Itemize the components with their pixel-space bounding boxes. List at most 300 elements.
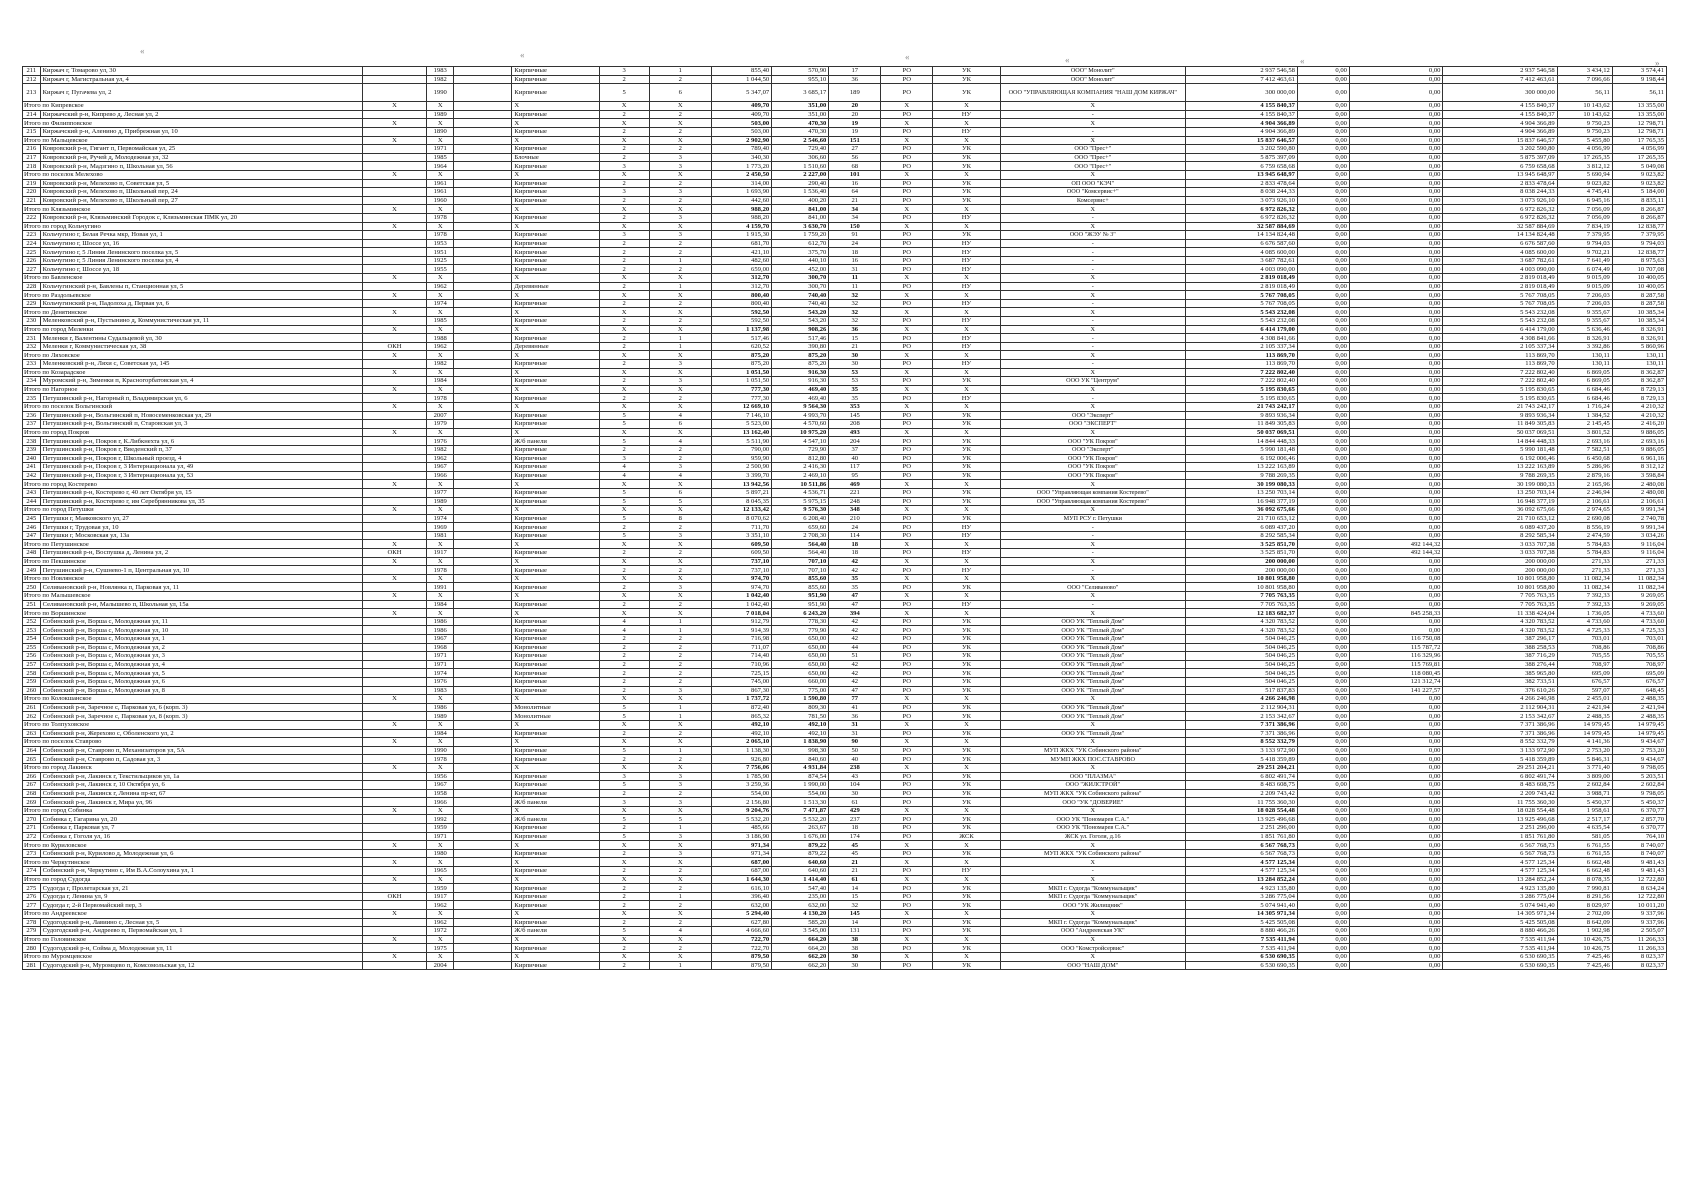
fund-cell: 0,00: [1297, 712, 1349, 721]
entrances-cell: 1: [649, 282, 711, 291]
management-org-cell: -: [1000, 600, 1185, 609]
residents-cell: 17: [829, 67, 881, 76]
address-cell: Кольчугино г, 5 Линия Ленинского поселка ул, 5: [40, 248, 362, 257]
spacer-cell: [454, 763, 512, 772]
fund-cell: 0,00: [1297, 806, 1349, 815]
living-area-cell: 4 536,71: [772, 488, 829, 497]
living-area-cell: 517,46: [772, 334, 829, 343]
address-cell: Петушинский р-н, Покров г, Школьный проезд, 4: [40, 454, 362, 463]
entrances-cell: X: [649, 910, 711, 919]
repair-cost-cell: 10 801 958,80: [1185, 583, 1297, 592]
address-cell: Судогодский р-н, Андреево п, Первомайская ул, 1: [40, 927, 362, 936]
spacer-cell: [454, 910, 512, 919]
fund-cell: 0,00: [1297, 84, 1349, 102]
residents-cell: 21: [829, 196, 881, 205]
fund-method-cell: РО: [881, 901, 933, 910]
total-area-cell: 554,00: [711, 789, 771, 798]
house-type-cell: [362, 652, 426, 661]
repair-cost-cell: 5 195 830,65: [1185, 394, 1297, 403]
table-row: [23, 789, 1667, 798]
address-cell: Петушки г, Московская ул, 13а: [40, 531, 362, 540]
total-area-cell: 875,20: [711, 351, 771, 360]
floors-cell: 2: [599, 360, 649, 369]
material-cell: Монолитные: [512, 712, 599, 721]
house-type-cell: ОКН: [362, 892, 426, 901]
year-cell: 1917: [427, 549, 454, 558]
house-type-cell: X: [362, 205, 426, 214]
budget-cell: 116 329,96: [1349, 652, 1443, 661]
entrances-cell: 2: [649, 677, 711, 686]
material-cell: Кирпичные: [512, 84, 599, 102]
floors-cell: X: [599, 368, 649, 377]
fund-method-cell: РО: [881, 944, 933, 953]
living-area-cell: 2 708,30: [772, 531, 829, 540]
total-area-cell: 5 523,00: [711, 420, 771, 429]
table-row: [23, 669, 1667, 678]
address-cell: Петушинский р-н, Покров г, 3 Интернационала ул, 49: [40, 463, 362, 472]
repair-cost-cell: 14 305 971,34: [1185, 910, 1297, 919]
max-cost-cell: 8 326,91: [1612, 334, 1666, 343]
residents-cell: 117: [829, 463, 881, 472]
house-type-cell: X: [362, 574, 426, 583]
entrances-cell: X: [649, 540, 711, 549]
fund-method-cell: РО: [881, 497, 933, 506]
living-area-cell: 6 208,40: [772, 514, 829, 523]
entrances-cell: 2: [649, 394, 711, 403]
table-row: [23, 884, 1667, 893]
year-cell: 1985: [427, 317, 454, 326]
living-area-cell: 300,70: [772, 282, 829, 291]
fund-method-cell: X: [881, 592, 933, 601]
living-area-cell: 1 536,40: [772, 188, 829, 197]
management-org-cell: ООО УК "Пономарев С.А.": [1000, 815, 1185, 824]
budget-cell: 0,00: [1349, 720, 1443, 729]
repair-cost-cell: 10 801 958,80: [1185, 574, 1297, 583]
year-cell: 1974: [427, 299, 454, 308]
repair-cost-cell: 200 000,00: [1185, 566, 1297, 575]
year-cell: X: [427, 480, 454, 489]
budget-cell: 0,00: [1349, 738, 1443, 747]
living-area-cell: 640,60: [772, 867, 829, 876]
fund-cell: 0,00: [1297, 841, 1349, 850]
total-area-cell: 5 897,21: [711, 488, 771, 497]
fund-method-cell: РО: [881, 248, 933, 257]
address-cell: Кольчугино г, Шоссе ул, 18: [40, 265, 362, 274]
management-method-cell: X: [933, 205, 1001, 214]
fund-cell: 0,00: [1297, 299, 1349, 308]
floors-cell: X: [599, 738, 649, 747]
spacer-cell: [454, 84, 512, 102]
spacer-cell: [454, 806, 512, 815]
subtotal-label: Итого по город Петушки: [23, 506, 363, 515]
year-cell: 1967: [427, 635, 454, 644]
fund-cell: 0,00: [1297, 437, 1349, 446]
floors-cell: X: [599, 540, 649, 549]
material-cell: Кирпичные: [512, 824, 599, 833]
residents-cell: 204: [829, 437, 881, 446]
floors-cell: X: [599, 935, 649, 944]
subtotal-row: [23, 910, 1667, 919]
subtotal-row: [23, 540, 1667, 549]
max-cost-cell: 9 434,67: [1612, 738, 1666, 747]
living-area-cell: 650,00: [772, 652, 829, 661]
entrances-cell: X: [649, 480, 711, 489]
owners-funds-cell: 387 716,29: [1443, 652, 1557, 661]
total-area-cell: 7 146,10: [711, 411, 771, 420]
floors-cell: 5: [599, 531, 649, 540]
row-number-cell: 236: [23, 411, 41, 420]
total-area-cell: 3 259,36: [711, 781, 771, 790]
management-org-cell: МКП г. Судогда "Коммунальщик": [1000, 884, 1185, 893]
fund-cell: 0,00: [1297, 282, 1349, 291]
living-area-cell: 916,30: [772, 377, 829, 386]
total-area-cell: 1 138,30: [711, 746, 771, 755]
max-cost-cell: 8 266,87: [1612, 205, 1666, 214]
floors-cell: X: [599, 557, 649, 566]
year-cell: X: [427, 738, 454, 747]
max-cost-cell: 2 602,84: [1612, 781, 1666, 790]
spacer-cell: [454, 549, 512, 558]
house-type-cell: [362, 445, 426, 454]
spacer-cell: [454, 540, 512, 549]
cost-per-sqm-cell: 56,11: [1557, 84, 1612, 102]
address-cell: Ковровский р-н, Мелехово п, Советская ул, 5: [40, 179, 362, 188]
budget-cell: 115 769,81: [1349, 660, 1443, 669]
material-cell: Кирпичные: [512, 317, 599, 326]
material-cell: X: [512, 385, 599, 394]
management-org-cell: ООО "УК Покров": [1000, 454, 1185, 463]
max-cost-cell: 2 480,08: [1612, 488, 1666, 497]
repair-cost-cell: 7 535 411,94: [1185, 935, 1297, 944]
management-org-cell: ООО УК "Теплый Дом": [1000, 677, 1185, 686]
residents-cell: 21: [829, 858, 881, 867]
floors-cell: 5: [599, 84, 649, 102]
house-type-cell: [362, 463, 426, 472]
cost-per-sqm-cell: 695,09: [1557, 669, 1612, 678]
residents-cell: 20: [829, 110, 881, 119]
living-area-cell: 1 838,90: [772, 738, 829, 747]
management-org-cell: X: [1000, 385, 1185, 394]
table-row: [23, 110, 1667, 119]
living-area-cell: 840,60: [772, 755, 829, 764]
floors-cell: X: [599, 222, 649, 231]
year-cell: 1971: [427, 660, 454, 669]
subtotal-label: Итого по Колокшанское: [23, 695, 363, 704]
material-cell: Кирпичные: [512, 256, 599, 265]
table-row: [23, 514, 1667, 523]
address-cell: Ковровский р-н, Мелехово п, Школьный пер, 27: [40, 196, 362, 205]
management-method-cell: УК: [933, 488, 1001, 497]
year-cell: 1978: [427, 231, 454, 240]
table-row: [23, 282, 1667, 291]
management-method-cell: УК: [933, 798, 1001, 807]
house-type-cell: X: [362, 119, 426, 128]
floors-cell: 2: [599, 256, 649, 265]
entrances-cell: 3: [649, 772, 711, 781]
fund-cell: 0,00: [1297, 153, 1349, 162]
subtotal-label: Итого по Петушинское: [23, 540, 363, 549]
living-area-cell: 4 130,20: [772, 910, 829, 919]
fund-cell: 0,00: [1297, 256, 1349, 265]
living-area-cell: 640,60: [772, 858, 829, 867]
year-cell: X: [427, 952, 454, 961]
year-cell: 1975: [427, 944, 454, 953]
management-org-cell: X: [1000, 858, 1185, 867]
entrances-cell: X: [649, 291, 711, 300]
year-cell: 1976: [427, 677, 454, 686]
row-number-cell: 260: [23, 686, 41, 695]
total-area-cell: 1 737,72: [711, 695, 771, 704]
spacer-cell: [454, 617, 512, 626]
spacer-cell: [454, 213, 512, 222]
max-cost-cell: 4 210,32: [1612, 402, 1666, 411]
fund-method-cell: РО: [881, 179, 933, 188]
owners-funds-cell: 4 923 135,80: [1443, 884, 1557, 893]
repair-cost-cell: 6 192 006,46: [1185, 454, 1297, 463]
fund-method-cell: X: [881, 910, 933, 919]
entrances-cell: 2: [649, 549, 711, 558]
house-type-cell: X: [362, 291, 426, 300]
repair-cost-cell: 5 875 397,09: [1185, 153, 1297, 162]
residents-cell: 43: [829, 772, 881, 781]
fund-method-cell: РО: [881, 849, 933, 858]
residents-cell: 42: [829, 617, 881, 626]
table-row: [23, 712, 1667, 721]
entrances-cell: 1: [649, 746, 711, 755]
year-cell: 1979: [427, 420, 454, 429]
max-cost-cell: 3 598,84: [1612, 471, 1666, 480]
max-cost-cell: 130,11: [1612, 360, 1666, 369]
fund-method-cell: X: [881, 506, 933, 515]
owners-funds-cell: 5 543 232,08: [1443, 308, 1557, 317]
living-area-cell: 470,30: [772, 119, 829, 128]
material-cell: X: [512, 119, 599, 128]
management-method-cell: УК: [933, 514, 1001, 523]
fund-method-cell: РО: [881, 84, 933, 102]
living-area-cell: 5 975,15: [772, 497, 829, 506]
address-cell: Киржач г, Пугачева ул, 2: [40, 84, 362, 102]
budget-cell: 0,00: [1349, 265, 1443, 274]
subtotal-label: Итого по Муромцевское: [23, 952, 363, 961]
residents-cell: 34: [829, 205, 881, 214]
fund-cell: 0,00: [1297, 377, 1349, 386]
fund-cell: 0,00: [1297, 265, 1349, 274]
floors-cell: X: [599, 325, 649, 334]
living-area-cell: 470,30: [772, 127, 829, 136]
table-row: [23, 471, 1667, 480]
floors-cell: 5: [599, 781, 649, 790]
entrances-cell: 5: [649, 497, 711, 506]
fund-method-cell: РО: [881, 239, 933, 248]
repair-cost-cell: 7 535 411,94: [1185, 944, 1297, 953]
entrances-cell: X: [649, 136, 711, 145]
management-org-cell: X: [1000, 910, 1185, 919]
max-cost-cell: 8 287,58: [1612, 299, 1666, 308]
residents-cell: 30: [829, 789, 881, 798]
row-number-cell: 275: [23, 884, 41, 893]
repair-cost-cell: 1 851 761,80: [1185, 832, 1297, 841]
row-number-cell: 239: [23, 445, 41, 454]
owners-funds-cell: 4 155 840,37: [1443, 110, 1557, 119]
max-cost-cell: 2 488,35: [1612, 695, 1666, 704]
owners-funds-cell: 4 308 841,66: [1443, 334, 1557, 343]
fund-cell: 0,00: [1297, 892, 1349, 901]
year-cell: 1978: [427, 213, 454, 222]
budget-cell: 0,00: [1349, 910, 1443, 919]
year-cell: 1969: [427, 523, 454, 532]
fund-cell: 0,00: [1297, 531, 1349, 540]
repair-cost-cell: 2 105 337,34: [1185, 342, 1297, 351]
owners-funds-cell: 7 705 763,35: [1443, 600, 1557, 609]
cost-per-sqm-cell: 6 684,46: [1557, 394, 1612, 403]
living-area-cell: 2 227,00: [772, 170, 829, 179]
residents-cell: 31: [829, 729, 881, 738]
entrances-cell: 3: [649, 360, 711, 369]
fund-method-cell: X: [881, 368, 933, 377]
fund-cell: 0,00: [1297, 368, 1349, 377]
entrances-cell: 2: [649, 755, 711, 764]
management-method-cell: УК: [933, 231, 1001, 240]
spacer-cell: [454, 75, 512, 84]
entrances-cell: X: [649, 205, 711, 214]
row-number-cell: 234: [23, 377, 41, 386]
max-cost-cell: 5 860,96: [1612, 342, 1666, 351]
management-method-cell: УК: [933, 815, 1001, 824]
floors-cell: 2: [599, 394, 649, 403]
row-number-cell: 229: [23, 299, 41, 308]
management-method-cell: УК: [933, 643, 1001, 652]
cost-per-sqm-cell: 7 990,81: [1557, 884, 1612, 893]
fund-method-cell: РО: [881, 188, 933, 197]
house-type-cell: [362, 746, 426, 755]
cost-per-sqm-cell: 2 455,01: [1557, 695, 1612, 704]
max-cost-cell: 2 693,16: [1612, 437, 1666, 446]
fund-method-cell: РО: [881, 317, 933, 326]
subtotal-row: [23, 325, 1667, 334]
subtotal-row: [23, 402, 1667, 411]
entrances-cell: X: [649, 557, 711, 566]
residents-cell: 36: [829, 75, 881, 84]
max-cost-cell: 9 116,04: [1612, 540, 1666, 549]
residents-cell: 15: [829, 892, 881, 901]
management-org-cell: ООО УК "Теплый Дом": [1000, 643, 1185, 652]
year-cell: 1962: [427, 901, 454, 910]
house-type-cell: X: [362, 170, 426, 179]
owners-funds-cell: 11 849 305,83: [1443, 420, 1557, 429]
owners-funds-cell: 30 199 080,33: [1443, 480, 1557, 489]
owners-funds-cell: 2 209 743,42: [1443, 789, 1557, 798]
fund-cell: 0,00: [1297, 463, 1349, 472]
year-cell: 1986: [427, 626, 454, 635]
max-cost-cell: 708,86: [1612, 643, 1666, 652]
living-area-cell: 650,00: [772, 660, 829, 669]
entrances-cell: X: [649, 102, 711, 111]
residents-cell: 42: [829, 566, 881, 575]
living-area-cell: 1 510,60: [772, 162, 829, 171]
year-cell: 1967: [427, 781, 454, 790]
management-method-cell: НУ: [933, 600, 1001, 609]
residents-cell: 61: [829, 798, 881, 807]
max-cost-cell: 11 082,34: [1612, 583, 1666, 592]
cost-per-sqm-cell: 6 684,46: [1557, 385, 1612, 394]
cost-per-sqm-cell: 10 426,75: [1557, 935, 1612, 944]
owners-funds-cell: 385 965,80: [1443, 669, 1557, 678]
spacer-cell: [454, 626, 512, 635]
table-row: [23, 248, 1667, 257]
living-area-cell: 3 545,00: [772, 927, 829, 936]
house-type-cell: [362, 643, 426, 652]
repair-cost-cell: 2 153 342,67: [1185, 712, 1297, 721]
max-cost-cell: 12 798,71: [1612, 127, 1666, 136]
table-row: [23, 265, 1667, 274]
material-cell: Кирпичные: [512, 162, 599, 171]
row-number-cell: 255: [23, 643, 41, 652]
residents-cell: 101: [829, 170, 881, 179]
material-cell: Кирпичные: [512, 488, 599, 497]
management-method-cell: X: [933, 325, 1001, 334]
max-cost-cell: 9 798,05: [1612, 789, 1666, 798]
management-method-cell: УК: [933, 755, 1001, 764]
entrances-cell: X: [649, 402, 711, 411]
fund-cell: 0,00: [1297, 755, 1349, 764]
residents-cell: 40: [829, 454, 881, 463]
entrances-cell: 1: [649, 703, 711, 712]
house-type-cell: [362, 514, 426, 523]
fund-method-cell: X: [881, 385, 933, 394]
fund-method-cell: X: [881, 205, 933, 214]
spacer-cell: [454, 738, 512, 747]
fund-method-cell: X: [881, 325, 933, 334]
owners-funds-cell: 5 418 359,89: [1443, 755, 1557, 764]
material-cell: X: [512, 222, 599, 231]
management-org-cell: X: [1000, 480, 1185, 489]
management-method-cell: X: [933, 222, 1001, 231]
fund-method-cell: X: [881, 222, 933, 231]
spacer-cell: [454, 488, 512, 497]
repair-cost-cell: 7 371 386,96: [1185, 729, 1297, 738]
year-cell: X: [427, 136, 454, 145]
budget-cell: 0,00: [1349, 454, 1443, 463]
year-cell: X: [427, 170, 454, 179]
fund-cell: 0,00: [1297, 824, 1349, 833]
material-cell: Кирпичные: [512, 583, 599, 592]
year-cell: X: [427, 308, 454, 317]
total-area-cell: 409,70: [711, 110, 771, 119]
address-cell: Собинский р-н, Заречное с, Парковая ул, 6 (корп. 3): [40, 703, 362, 712]
total-area-cell: 13 162,40: [711, 428, 771, 437]
fund-method-cell: X: [881, 274, 933, 283]
floors-cell: 5: [599, 927, 649, 936]
repair-cost-cell: 504 046,25: [1185, 669, 1297, 678]
table-row: [23, 67, 1667, 76]
total-area-cell: 855,40: [711, 67, 771, 76]
house-type-cell: [362, 531, 426, 540]
management-org-cell: X: [1000, 935, 1185, 944]
max-cost-cell: 5 184,00: [1612, 188, 1666, 197]
fund-method-cell: РО: [881, 824, 933, 833]
fund-method-cell: РО: [881, 454, 933, 463]
material-cell: X: [512, 952, 599, 961]
management-method-cell: X: [933, 540, 1001, 549]
living-area-cell: 263,67: [772, 824, 829, 833]
management-method-cell: УК: [933, 617, 1001, 626]
max-cost-cell: 12 838,77: [1612, 248, 1666, 257]
subtotal-row: [23, 506, 1667, 515]
repair-cost-cell: 8 483 608,75: [1185, 781, 1297, 790]
subtotal-label: Итого по город Кольчугино: [23, 222, 363, 231]
entrances-cell: X: [649, 428, 711, 437]
spacer-cell: [454, 841, 512, 850]
